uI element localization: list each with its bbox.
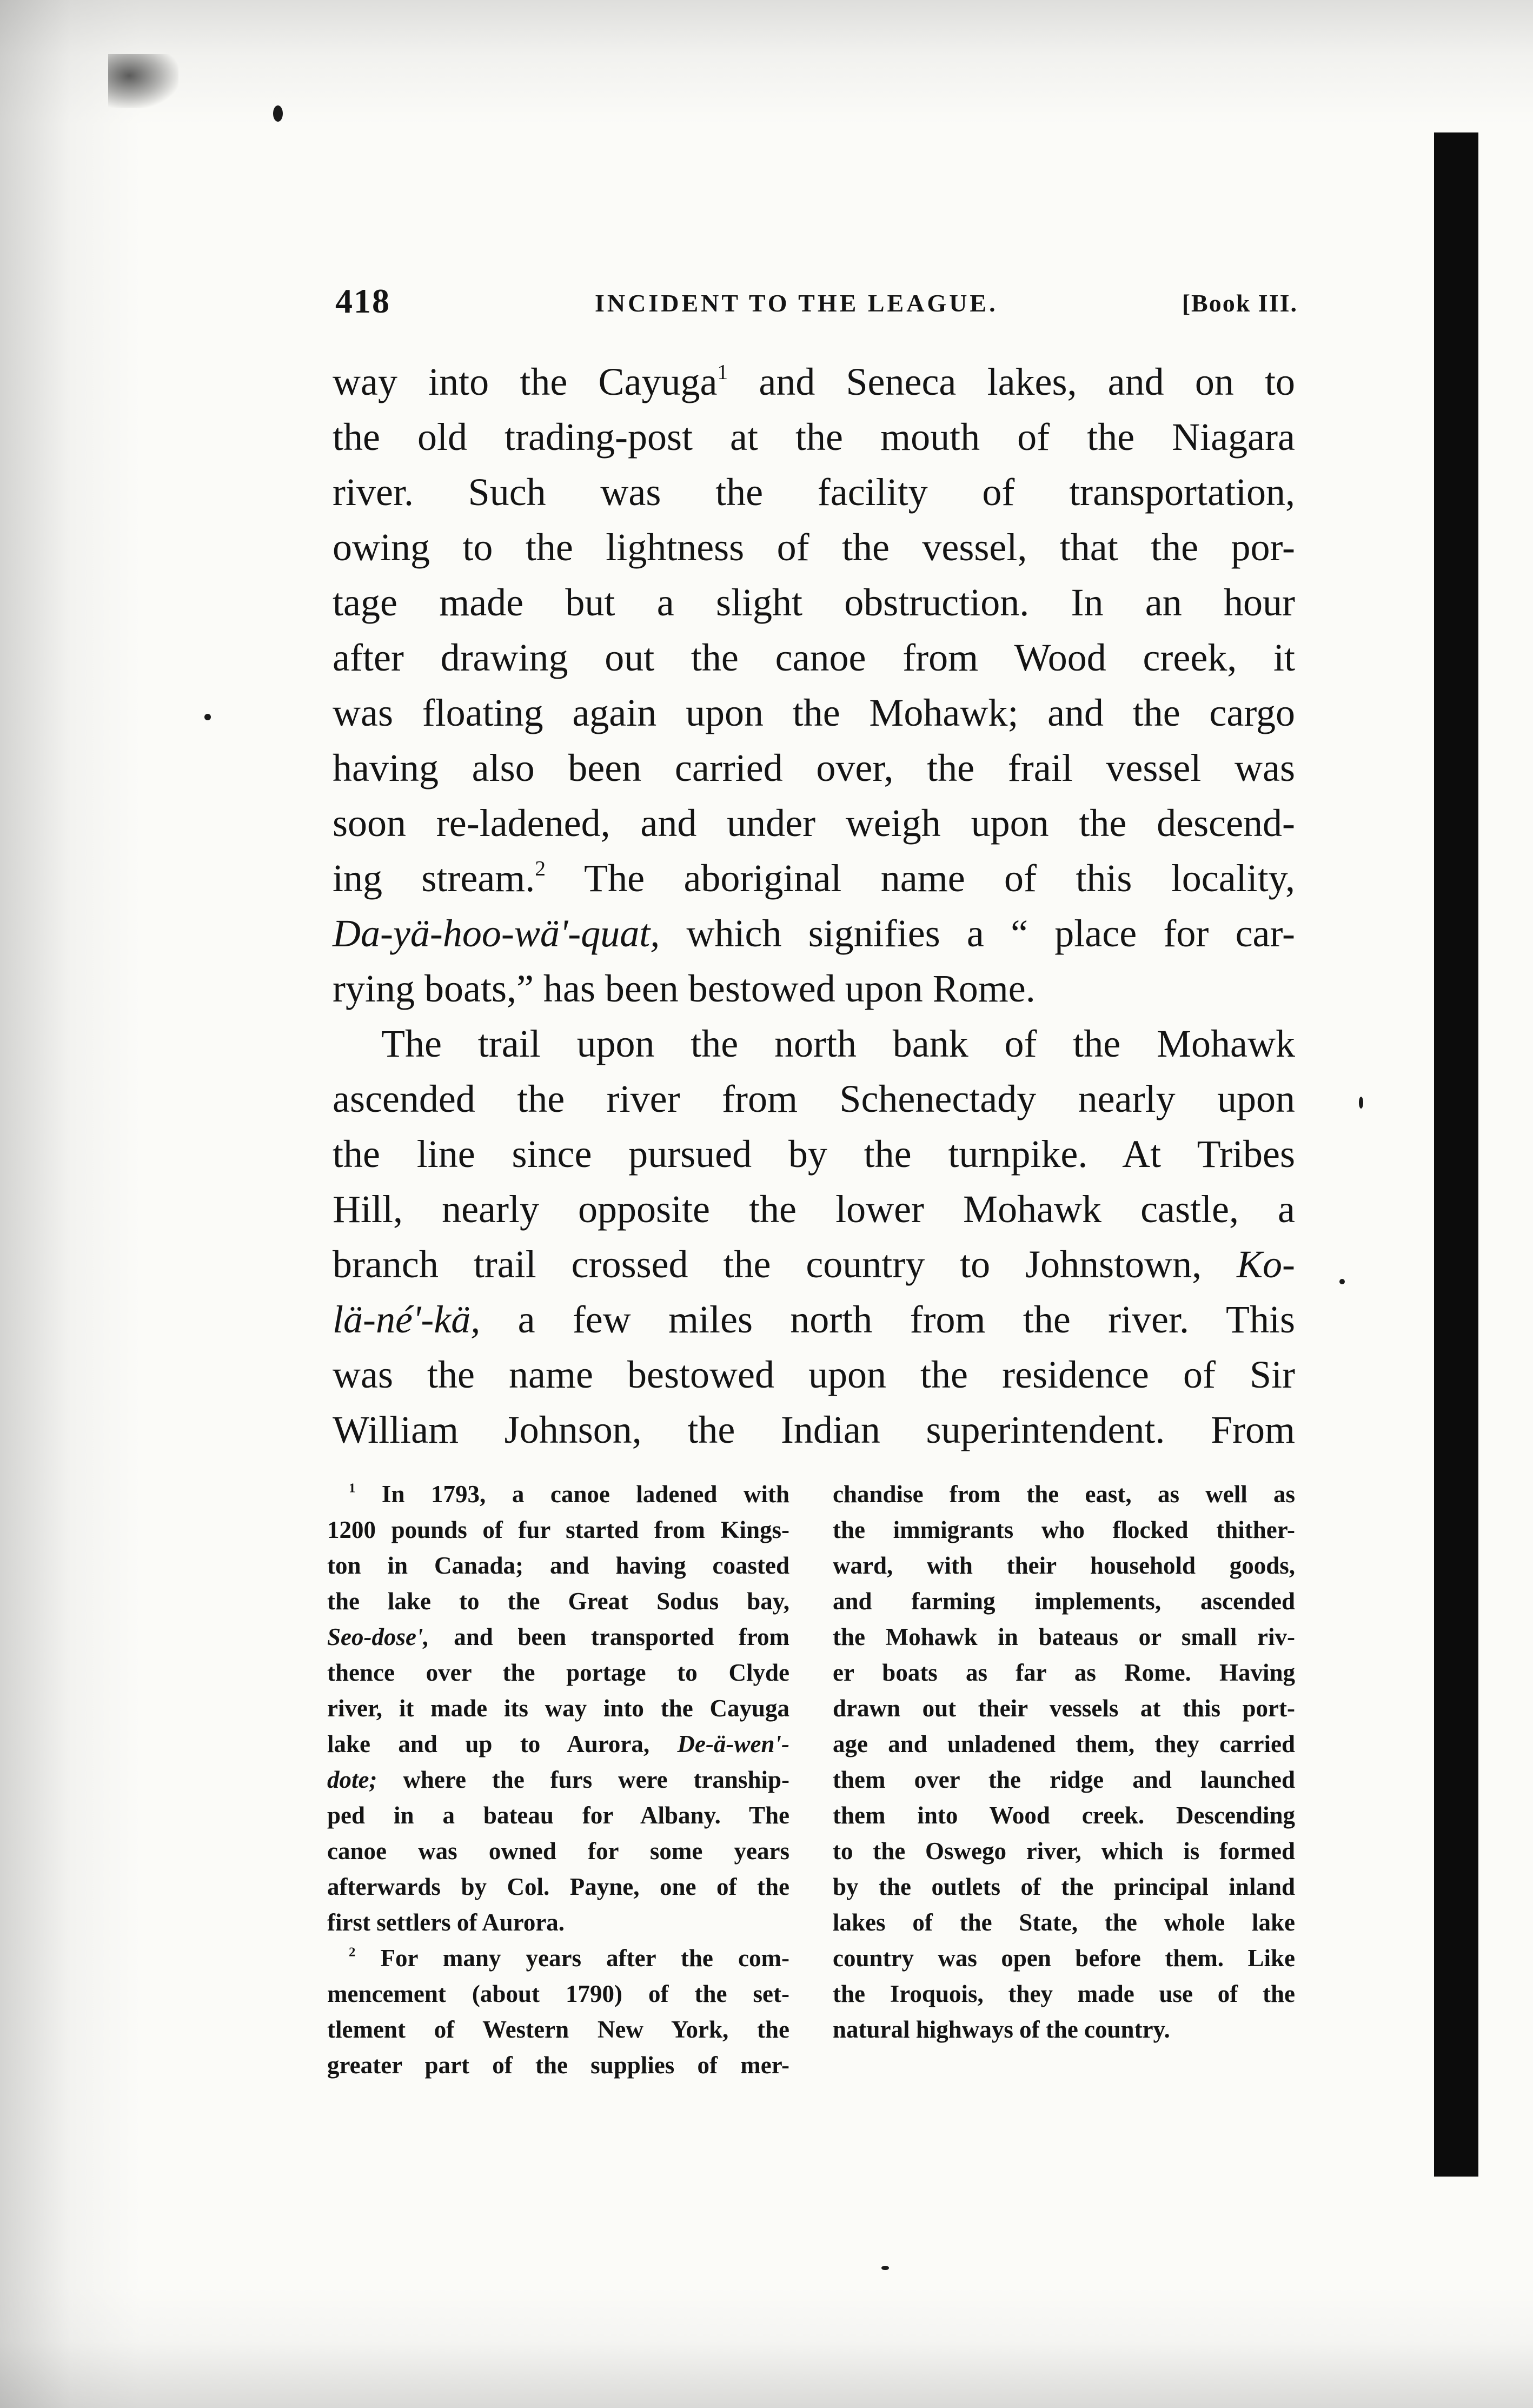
- text-run: the Mohawk in bateaus or small riv-: [833, 1623, 1295, 1650]
- body-line: [333, 465, 1295, 520]
- running-head: [335, 281, 1298, 330]
- italic-term: Da-yä-hoo-wä'-quat,: [333, 912, 660, 955]
- text-run: William Johnson, the Indian superintendent. From: [333, 1408, 1295, 1451]
- text-run: soon re-ladened, and under weigh upon the descend-: [333, 801, 1295, 845]
- text-run: ing stream.: [333, 857, 535, 900]
- text-run: tlement of Western New York, the: [327, 2016, 789, 2043]
- text-run: to the Oswego river, which is formed: [833, 1837, 1295, 1865]
- text-run: country was open before them. Like: [833, 1945, 1295, 1972]
- text-run: the old trading-post at the mouth of the Niagara: [333, 415, 1295, 459]
- text-run: canoe was owned for some years: [327, 1837, 789, 1865]
- footnote-line: [327, 1583, 789, 1619]
- text-run: The aboriginal name of this locality,: [546, 857, 1296, 900]
- italic-term: dote;: [327, 1766, 377, 1793]
- running-title: INCIDENT TO THE LEAGUE.: [595, 289, 998, 317]
- scan-edge-bottom: [0, 2287, 1533, 2408]
- text-run: which signifies a “ place for car-: [660, 912, 1295, 955]
- scan-corner-mark: [108, 54, 178, 108]
- footnote-line: [327, 1726, 789, 1762]
- body-line: [333, 409, 1295, 465]
- text-run: lake and up to Aurora,: [327, 1730, 678, 1757]
- text-run: where the furs were tranship-: [377, 1766, 789, 1793]
- text-run: For many years after the com-: [355, 1945, 789, 1972]
- text-run: having also been carried over, the frail vessel was: [333, 746, 1295, 790]
- body-line: [333, 685, 1295, 740]
- page-number: 418: [335, 282, 390, 320]
- text-run: In 1793, a canoe ladened with: [355, 1481, 789, 1508]
- text-run: er boats as far as Rome. Having: [833, 1659, 1295, 1686]
- footnote-reference: 1: [349, 1481, 356, 1496]
- footnote-reference: 1: [717, 360, 728, 384]
- text-run: mencement (about 1790) of the set-: [327, 1980, 789, 2007]
- body-line: [333, 906, 1295, 961]
- scan-edge-top: [0, 0, 1533, 124]
- footnote-line: [327, 2012, 789, 2047]
- body-line: [333, 1292, 1295, 1347]
- body-line: [333, 740, 1295, 795]
- text-run: greater part of the supplies of mer-: [327, 2052, 789, 2079]
- body-line: [333, 795, 1295, 851]
- body-line: [333, 1402, 1295, 1457]
- footnote-line: [833, 1619, 1295, 1655]
- italic-term: Ko-: [1237, 1243, 1295, 1286]
- footnote-line: [327, 1762, 789, 1797]
- text-run: rying boats,” has been bestowed upon Rome.: [333, 967, 1036, 1010]
- body-line: [333, 851, 1295, 906]
- ink-speck: [1339, 1279, 1345, 1284]
- footnote-line: [833, 2012, 1295, 2047]
- footnote-line: [327, 1690, 789, 1726]
- body-line: [333, 1182, 1295, 1237]
- footnote-line: [327, 1655, 789, 1690]
- text-run: them over the ridge and launched: [833, 1766, 1295, 1793]
- body-line: [333, 1237, 1295, 1292]
- footnote-line: [327, 1619, 789, 1655]
- running-book-label: [Book III.: [1182, 289, 1298, 317]
- footnote-line: [833, 1905, 1295, 1940]
- text-run: tage made but a slight obstruction. In an hour: [333, 581, 1295, 624]
- body-line: [333, 354, 1295, 409]
- text-run: age and unladened them, they carried: [833, 1730, 1295, 1757]
- footnote-line: [833, 1726, 1295, 1762]
- footnote-line: [833, 1512, 1295, 1548]
- text-run: them into Wood creek. Descending: [833, 1802, 1295, 1829]
- footnote-line: [327, 1905, 789, 1940]
- footnote-line: [833, 1655, 1295, 1690]
- text-run: the Iroquois, they made use of the: [833, 1980, 1295, 2007]
- text-run: way into the Cayuga: [333, 360, 718, 403]
- text-run: natural highways of the country.: [833, 2016, 1170, 2043]
- body-line: [333, 1016, 1295, 1071]
- text-run: thence over the portage to Clyde: [327, 1659, 789, 1686]
- body-line: [333, 1126, 1295, 1182]
- footnote-line: [833, 1583, 1295, 1619]
- text-run: by the outlets of the principal inland: [833, 1873, 1295, 1900]
- footnote-line: [833, 1762, 1295, 1797]
- footnote-line: [833, 1869, 1295, 1905]
- text-run: afterwards by Col. Payne, one of the: [327, 1873, 789, 1900]
- footnote-reference: 2: [535, 856, 546, 880]
- footnote-line: [327, 1869, 789, 1905]
- footnote-line: [833, 1797, 1295, 1833]
- text-run: drawn out their vessels at this port-: [833, 1695, 1295, 1722]
- italic-term: Seo-dose',: [327, 1623, 429, 1650]
- italic-term: De-ä-wen'-: [677, 1730, 789, 1757]
- text-run: after drawing out the canoe from Wood creek, it: [333, 636, 1295, 679]
- text-run: owing to the lightness of the vessel, that the por-: [333, 526, 1295, 569]
- text-run: a few miles north from the river. This: [480, 1298, 1295, 1341]
- footnote-line: [327, 1512, 789, 1548]
- body-line: [333, 961, 1295, 1016]
- text-run: was floating again upon the Mohawk; and the cargo: [333, 691, 1295, 734]
- footnote-line: [833, 1833, 1295, 1869]
- page-spine-shadow: [1434, 132, 1478, 2177]
- text-run: and farming implements, ascended: [833, 1588, 1295, 1615]
- text-run: ped in a bateau for Albany. The: [327, 1802, 789, 1829]
- text-run: ton in Canada; and having coasted: [327, 1552, 789, 1579]
- footnote-line: [327, 1940, 789, 1976]
- body-line: [333, 1071, 1295, 1126]
- text-run: river. Such was the facility of transportation,: [333, 470, 1295, 514]
- footnotes: [327, 1476, 1295, 2098]
- footnote-line: [327, 1833, 789, 1869]
- text-run: chandise from the east, as well as: [833, 1481, 1295, 1508]
- footnote-line: [327, 1548, 789, 1583]
- body-text: [333, 354, 1295, 1457]
- footnote-line: [327, 2047, 789, 2083]
- text-run: ward, with their household goods,: [833, 1552, 1295, 1579]
- ink-speck: [1359, 1097, 1363, 1109]
- text-run: and been transported from: [429, 1623, 789, 1650]
- footnote-line: [327, 1976, 789, 2012]
- body-line: [333, 575, 1295, 630]
- footnote-line: [833, 1940, 1295, 1976]
- ink-speck: [881, 2266, 889, 2270]
- text-run: ascended the river from Schenectady nearly upon: [333, 1077, 1295, 1120]
- footnote-line: [833, 1476, 1295, 1512]
- text-run: The trail upon the north bank of the Mohawk: [381, 1022, 1295, 1065]
- text-run: branch trail crossed the country to Johnstown,: [333, 1243, 1237, 1286]
- footnote-column-right: [833, 1476, 1295, 2047]
- footnote-line: [833, 1690, 1295, 1726]
- text-run: first settlers of Aurora.: [327, 1909, 565, 1936]
- scan-edge-left: [0, 0, 141, 2408]
- footnote-line: [833, 1976, 1295, 2012]
- text-run: and Seneca lakes, and on to: [728, 360, 1296, 403]
- ink-speck: [204, 714, 211, 720]
- text-run: Hill, nearly opposite the lower Mohawk castle, a: [333, 1188, 1295, 1231]
- body-line: [333, 520, 1295, 575]
- text-run: 1200 pounds of fur started from Kings-: [327, 1516, 789, 1543]
- footnote-column-left: [327, 1476, 789, 2083]
- text-run: the lake to the Great Sodus bay,: [327, 1588, 789, 1615]
- body-line: [333, 630, 1295, 685]
- footnote-line: [833, 1548, 1295, 1583]
- text-run: lakes of the State, the whole lake: [833, 1909, 1295, 1936]
- ink-speck: [273, 105, 283, 122]
- body-line: [333, 1347, 1295, 1402]
- text-run: was the name bestowed upon the residence of Sir: [333, 1353, 1295, 1396]
- footnote-line: [327, 1476, 789, 1512]
- text-run: river, it made its way into the Cayuga: [327, 1695, 789, 1722]
- footnote-line: [327, 1797, 789, 1833]
- italic-term: lä-né'-kä,: [333, 1298, 481, 1341]
- text-run: the immigrants who flocked thither-: [833, 1516, 1295, 1543]
- footnote-reference: 2: [349, 1945, 356, 1960]
- text-run: the line since pursued by the turnpike. At Tribes: [333, 1132, 1295, 1176]
